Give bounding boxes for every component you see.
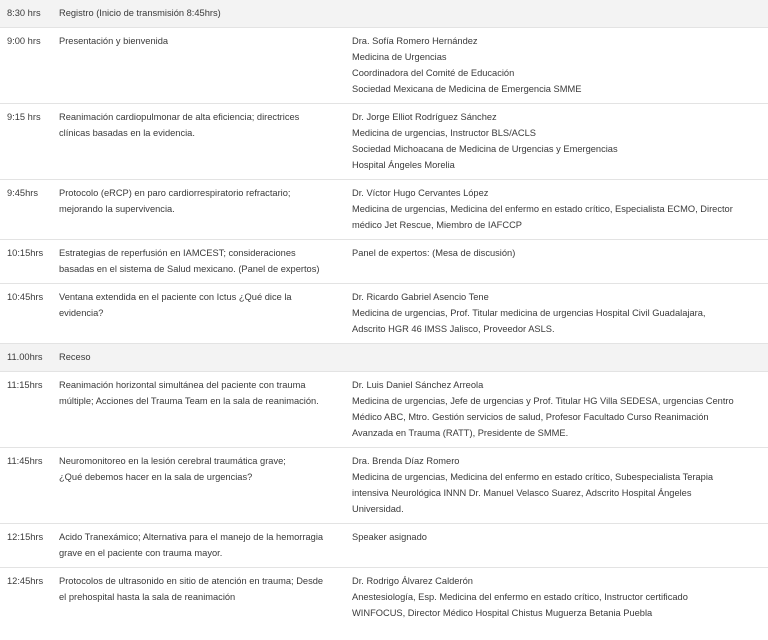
session-topic-line: Estrategias de reperfusión en IAMCEST; consideraciones bbox=[59, 248, 296, 258]
session-topic-line: el prehospital hasta la sala de reanimación bbox=[59, 592, 236, 602]
session-speaker bbox=[352, 568, 768, 628]
schedule-row bbox=[0, 524, 768, 568]
session-speaker-line: Anestesiología, Esp. Medicina del enfermo en estado crítico, Instructor certificado bbox=[352, 592, 688, 602]
session-speaker-line: Adscrito HGR 46 IMSS Jalisco, Proveedor ASLS. bbox=[352, 324, 555, 334]
session-topic bbox=[59, 28, 352, 104]
session-speaker bbox=[352, 284, 768, 344]
session-time: 9:45hrs bbox=[0, 180, 59, 240]
session-topic bbox=[59, 284, 352, 344]
session-speaker bbox=[352, 344, 768, 372]
session-topic-line: Protocolo (eRCP) en paro cardiorrespiratorio refractario; bbox=[59, 188, 291, 198]
session-topic-line: Registro (Inicio de transmisión 8:45hrs) bbox=[59, 8, 221, 18]
session-time: 12:15hrs bbox=[0, 524, 59, 568]
session-speaker-line: Medicina de Urgencias bbox=[352, 52, 447, 62]
session-topic bbox=[59, 180, 352, 240]
session-topic-line: basadas en el sistema de Salud mexicano. (Panel de expertos) bbox=[59, 264, 320, 274]
session-speaker-line: Sociedad Mexicana de Medicina de Emergencia SMME bbox=[352, 84, 582, 94]
session-topic-line: Receso bbox=[59, 352, 91, 362]
session-topic-line: múltiple; Acciones del Trauma Team en la sala de reanimación. bbox=[59, 396, 319, 406]
schedule-row bbox=[0, 28, 768, 104]
session-topic bbox=[59, 448, 352, 524]
session-speaker bbox=[352, 180, 768, 240]
schedule-row bbox=[0, 568, 768, 628]
session-topic-line: Reanimación horizontal simultánea del paciente con trauma bbox=[59, 380, 306, 390]
session-topic bbox=[59, 240, 352, 284]
session-speaker bbox=[352, 104, 768, 180]
session-speaker bbox=[352, 372, 768, 448]
session-time: 11:15hrs bbox=[0, 372, 59, 448]
schedule-row bbox=[0, 240, 768, 284]
session-speaker-line: Hospital Ángeles Morelia bbox=[352, 160, 455, 170]
session-speaker-line: Dr. Luis Daniel Sánchez Arreola bbox=[352, 380, 484, 390]
session-topic-line: Presentación y bienvenida bbox=[59, 36, 169, 46]
session-topic-line: Reanimación cardiopulmonar de alta eficiencia; directrices bbox=[59, 112, 300, 122]
schedule-row bbox=[0, 448, 768, 524]
session-time: 11:45hrs bbox=[0, 448, 59, 524]
session-speaker-line: Dr. Jorge Elliot Rodríguez Sánchez bbox=[352, 112, 497, 122]
schedule-row bbox=[0, 284, 768, 344]
session-topic bbox=[59, 0, 352, 28]
schedule-row bbox=[0, 104, 768, 180]
session-speaker-line: médico Jet Rescue, Miembro de IAFCCP bbox=[352, 220, 522, 230]
session-speaker bbox=[352, 0, 768, 28]
session-speaker-line: Dr. Víctor Hugo Cervantes López bbox=[352, 188, 489, 198]
session-speaker-line: Dr. Ricardo Gabriel Asencio Tene bbox=[352, 292, 489, 302]
session-topic-line: evidencia? bbox=[59, 308, 104, 318]
session-time: 10:45hrs bbox=[0, 284, 59, 344]
session-speaker-line: WINFOCUS, Director Médico Hospital Chistus Muguerza Betania Puebla bbox=[352, 608, 653, 618]
session-speaker bbox=[352, 28, 768, 104]
schedule-row bbox=[0, 180, 768, 240]
session-time: 10:15hrs bbox=[0, 240, 59, 284]
session-topic bbox=[59, 372, 352, 448]
session-speaker-line: Dra. Brenda Díaz Romero bbox=[352, 456, 460, 466]
session-speaker-line: Dr. Rodrigo Álvarez Calderón bbox=[352, 576, 473, 586]
session-speaker-line: Speaker asignado bbox=[352, 532, 427, 542]
session-topic-line: Ventana extendida en el paciente con Ictus ¿Qué dice la bbox=[59, 292, 292, 302]
session-speaker-line: intensiva Neurológica INNN Dr. Manuel Velasco Suarez, Adscrito Hospital Ángeles bbox=[352, 488, 692, 498]
session-speaker-line: Universidad. bbox=[352, 504, 404, 514]
session-speaker-line: Medicina de urgencias, Jefe de urgencias y Prof. Titular HG Villa SEDESA, urgencias Centro bbox=[352, 396, 734, 406]
schedule-row bbox=[0, 344, 768, 372]
session-topic-line: Protocolos de ultrasonido en sitio de atención en trauma; Desde bbox=[59, 576, 324, 586]
session-time: 9:00 hrs bbox=[0, 28, 59, 104]
session-topic bbox=[59, 524, 352, 568]
session-speaker-line: Medicina de urgencias, Medicina del enfermo en estado crítico, Subespecialista Terapia bbox=[352, 472, 714, 482]
session-speaker-line: Panel de expertos: (Mesa de discusión) bbox=[352, 248, 516, 258]
session-speaker bbox=[352, 448, 768, 524]
session-topic-line: ¿Qué debemos hacer en la sala de urgencias? bbox=[59, 472, 253, 482]
session-time: 9:15 hrs bbox=[0, 104, 59, 180]
session-time: 8:30 hrs bbox=[0, 0, 59, 28]
session-speaker-line: Coordinadora del Comité de Educación bbox=[352, 68, 515, 78]
schedule-row bbox=[0, 372, 768, 448]
session-topic bbox=[59, 104, 352, 180]
session-topic-line: Neuromonitoreo en la lesión cerebral traumática grave; bbox=[59, 456, 286, 466]
session-time: 11.00hrs bbox=[0, 344, 59, 372]
session-topic-line: Acido Tranexámico; Alternativa para el manejo de la hemorragia bbox=[59, 532, 324, 542]
session-topic bbox=[59, 568, 352, 628]
session-speaker bbox=[352, 524, 768, 568]
session-speaker-line: Medicina de urgencias, Medicina del enfermo en estado crítico, Especialista ECMO, Director bbox=[352, 204, 733, 214]
session-speaker-line: Sociedad Michoacana de Medicina de Urgencias y Emergencias bbox=[352, 144, 618, 154]
session-speaker-line: Medicina de urgencias, Instructor BLS/ACLS bbox=[352, 128, 536, 138]
session-topic-line: mejorando la supervivencia. bbox=[59, 204, 175, 214]
schedule-row bbox=[0, 0, 768, 28]
session-speaker-line: Médico ABC, Mtro. Gestión servicios de salud, Profesor Facultado Curso Reanimación bbox=[352, 412, 709, 422]
session-speaker-line: Avanzada en Trauma (RATT), Presidente de SMME. bbox=[352, 428, 569, 438]
session-speaker-line: Dra. Sofía Romero Hernández bbox=[352, 36, 478, 46]
session-topic-line: clínicas basadas en la evidencia. bbox=[59, 128, 195, 138]
session-speaker bbox=[352, 240, 768, 284]
session-time: 12:45hrs bbox=[0, 568, 59, 628]
session-topic bbox=[59, 344, 352, 372]
session-speaker-line: Medicina de urgencias, Prof. Titular medicina de urgencias Hospital Civil Guadalajara, bbox=[352, 308, 706, 318]
session-topic-line: grave en el paciente con trauma mayor. bbox=[59, 548, 223, 558]
